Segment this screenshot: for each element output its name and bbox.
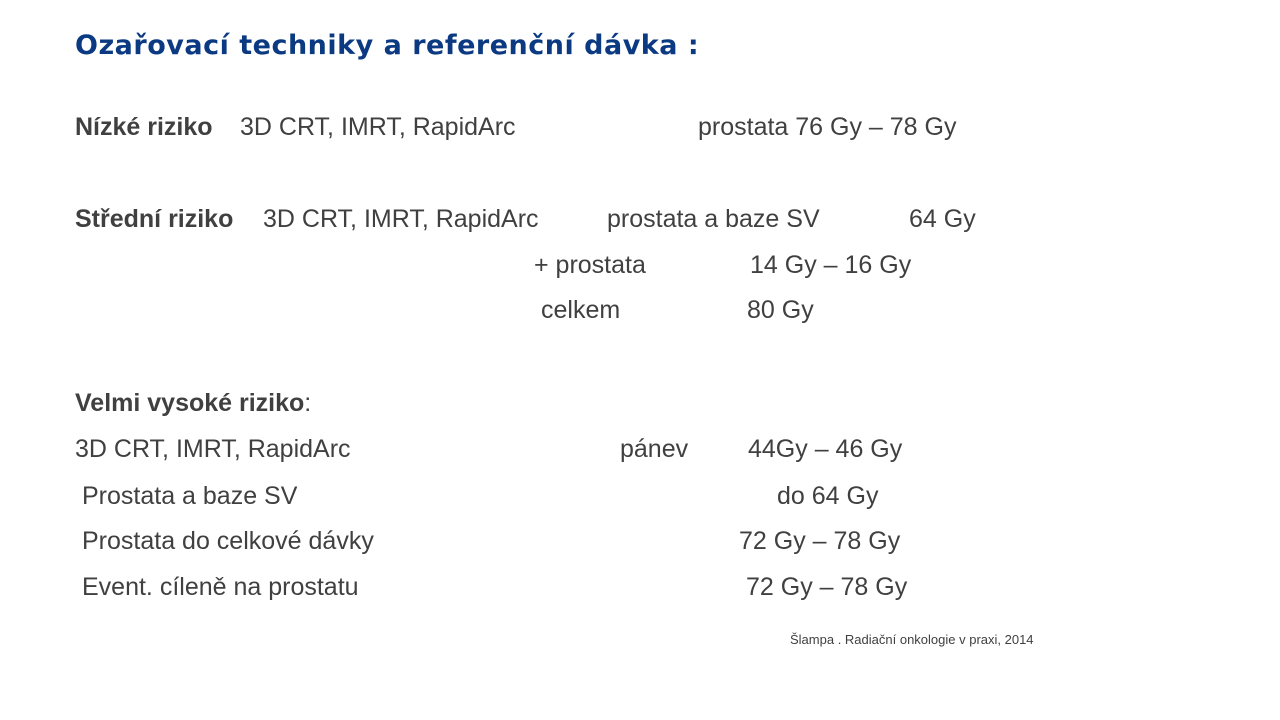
very-high-dose-3: 72 Gy – 78 Gy: [739, 527, 901, 555]
citation: Šlampa . Radiační onkologie v praxi, 2014: [790, 632, 1034, 647]
low-risk-techniques: 3D CRT, IMRT, RapidArc: [240, 113, 516, 141]
very-high-target-1: pánev: [620, 435, 689, 463]
very-high-risk-heading: [75, 388, 311, 418]
very-high-item-3: Prostata do celkové dávky: [82, 527, 374, 555]
very-high-dose-2: do 64 Gy: [777, 482, 879, 510]
intermediate-risk-techniques: 3D CRT, IMRT, RapidArc: [263, 205, 539, 233]
intermediate-dose-1: 64 Gy: [909, 205, 976, 233]
low-risk-target-dose: prostata 76 Gy – 78 Gy: [698, 113, 957, 141]
intermediate-dose-3: 80 Gy: [747, 296, 814, 324]
very-high-risk-label: Velmi vysoké riziko: [75, 389, 305, 417]
slide-title: Ozařovací techniky a referenční dávka :: [75, 30, 700, 61]
low-risk-label: Nízké riziko: [75, 113, 213, 141]
very-high-risk-techniques: 3D CRT, IMRT, RapidArc: [75, 435, 351, 463]
intermediate-target-1: prostata a baze SV: [607, 205, 820, 233]
very-high-item-2: Prostata a baze SV: [82, 482, 298, 510]
very-high-dose-1: 44Gy – 46 Gy: [748, 435, 903, 463]
intermediate-dose-2: 14 Gy – 16 Gy: [750, 251, 912, 279]
very-high-dose-4: 72 Gy – 78 Gy: [746, 573, 908, 601]
intermediate-target-3: celkem: [541, 296, 621, 324]
very-high-item-4: Event. cíleně na prostatu: [82, 573, 359, 601]
very-high-risk-colon: :: [304, 389, 312, 417]
intermediate-risk-label: Střední riziko: [75, 205, 234, 233]
intermediate-target-2: + prostata: [534, 251, 646, 279]
